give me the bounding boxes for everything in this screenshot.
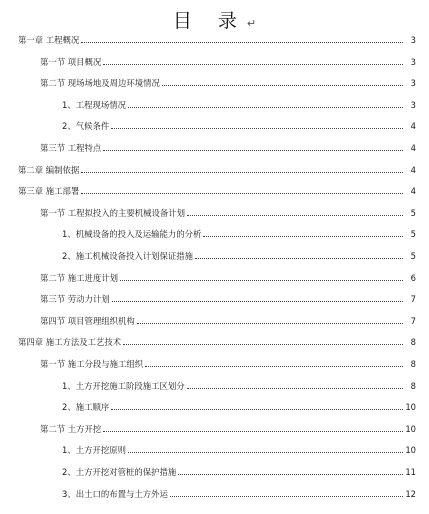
toc-entry-text: 第一节 项目概况 [40, 56, 102, 67]
toc-page-number: 11 [405, 467, 416, 477]
toc-entry[interactable] [62, 441, 416, 455]
toc-page-number: 4 [410, 121, 416, 132]
toc-entry[interactable] [40, 74, 416, 88]
toc-entry-text: 第三章 施工部署 [18, 186, 80, 197]
toc-entry-text: 1、土方开挖施工阶段施工区划分 [62, 380, 185, 391]
toc-entry[interactable] [40, 312, 416, 326]
toc-page-number: 6 [410, 272, 416, 283]
toc-entry[interactable] [40, 290, 416, 304]
dot-leader [187, 388, 403, 389]
toc-page-number: 3 [410, 56, 416, 67]
dot-leader [145, 366, 403, 367]
dot-leader [111, 128, 403, 129]
toc-page-number: 5 [410, 207, 416, 218]
toc-page-number: 8 [410, 380, 416, 391]
toc-page-number: 3 [410, 99, 416, 110]
dot-leader [123, 344, 403, 345]
toc-entry[interactable] [40, 53, 416, 67]
toc-entry-text: 第一节 施工分段与施工组织 [40, 359, 144, 369]
dot-leader [111, 409, 403, 410]
toc-page-number: 4 [410, 186, 416, 197]
toc-entry-text: 2、施工机械设备投入计划保证措施 [62, 251, 193, 261]
dot-leader [128, 107, 403, 108]
toc-entry-text: 第二章 编制依据 [18, 164, 80, 175]
toc-entry-text: 第三节 工程特点 [40, 143, 102, 153]
toc-page-number: 7 [410, 315, 416, 326]
toc-page-number: 3 [410, 35, 416, 45]
toc-entry-text: 第二节 现场场地及周边环境情况 [40, 78, 160, 89]
dot-leader [137, 323, 403, 324]
toc-entry-text: 2、土方开挖对管桩的保护措施 [62, 467, 177, 477]
toc-entry[interactable] [62, 117, 416, 131]
dot-leader [170, 496, 403, 497]
toc-entry[interactable] [40, 204, 416, 218]
dot-leader [203, 236, 403, 237]
dot-leader [162, 85, 403, 86]
toc-page-number: 10 [405, 402, 416, 413]
toc-entry-text: 第一章 工程概况 [18, 35, 80, 45]
toc-entry[interactable] [18, 333, 416, 347]
toc-page-number: 10 [405, 423, 416, 434]
toc-entry-text: 第二节 施工进度计划 [40, 272, 119, 283]
toc-title [0, 6, 429, 33]
toc-entry-text: 1、机械设备的投入及运输能力的分析 [62, 229, 202, 240]
dot-leader [128, 452, 403, 453]
toc-page-number: 5 [410, 251, 416, 261]
toc-page-number: 12 [405, 488, 416, 499]
toc-entry-text: 2、施工顺序 [62, 402, 110, 413]
dot-leader [195, 258, 403, 259]
toc-entry[interactable] [62, 463, 416, 477]
toc-entry-text: 第四章 施工方法及工艺技术 [18, 337, 122, 348]
toc-entry[interactable] [62, 96, 416, 110]
toc-page-number: 4 [410, 164, 416, 175]
toc-title-text: 目 录 [172, 10, 247, 32]
dot-leader [103, 150, 403, 151]
paragraph-mark-icon: ↵ [246, 17, 257, 30]
dot-leader [112, 301, 403, 302]
toc-entry[interactable] [18, 182, 416, 196]
toc-entry[interactable] [62, 398, 416, 412]
toc-entry-text: 第二节 土方开挖 [40, 423, 102, 434]
toc-entry[interactable] [62, 485, 416, 499]
toc-entry-text: 2、气候条件 [62, 121, 110, 132]
toc-entry-text: 1、工程现场情况 [62, 99, 126, 110]
toc-entry[interactable] [40, 420, 416, 434]
toc-entry-text: 第三节 劳动力计划 [40, 294, 110, 305]
toc-entry[interactable] [18, 161, 416, 175]
toc-page-number: 10 [405, 445, 416, 456]
toc-entry[interactable] [62, 225, 416, 239]
toc-entry[interactable] [62, 247, 416, 261]
dot-leader [187, 215, 403, 216]
toc-page-number: 8 [410, 359, 416, 369]
toc-page-number: 8 [410, 337, 416, 348]
dot-leader [81, 193, 403, 194]
toc-entry[interactable] [40, 139, 416, 153]
toc-entry[interactable] [40, 269, 416, 283]
toc-entry[interactable] [62, 377, 416, 391]
toc-entry[interactable] [40, 355, 416, 369]
toc-page-number: 4 [410, 143, 416, 153]
toc-page-number: 3 [410, 78, 416, 89]
dot-leader [103, 431, 403, 432]
toc-entry[interactable] [18, 31, 416, 45]
dot-leader [103, 64, 403, 65]
toc-page-number: 5 [410, 229, 416, 240]
dot-leader [81, 42, 403, 43]
toc-entry-text: 1、土方开挖原则 [62, 445, 126, 456]
dot-leader [81, 172, 403, 173]
dot-leader [120, 280, 403, 281]
toc-page-number: 7 [410, 294, 416, 305]
toc-entry-text: 第四节 项目管理组织机构 [40, 315, 135, 326]
toc-entry-text: 3、出土口的布置与土方外运 [62, 488, 168, 499]
dot-leader [178, 474, 403, 475]
toc-entry-text: 第一节 工程拟投入的主要机械设备计划 [40, 207, 186, 218]
